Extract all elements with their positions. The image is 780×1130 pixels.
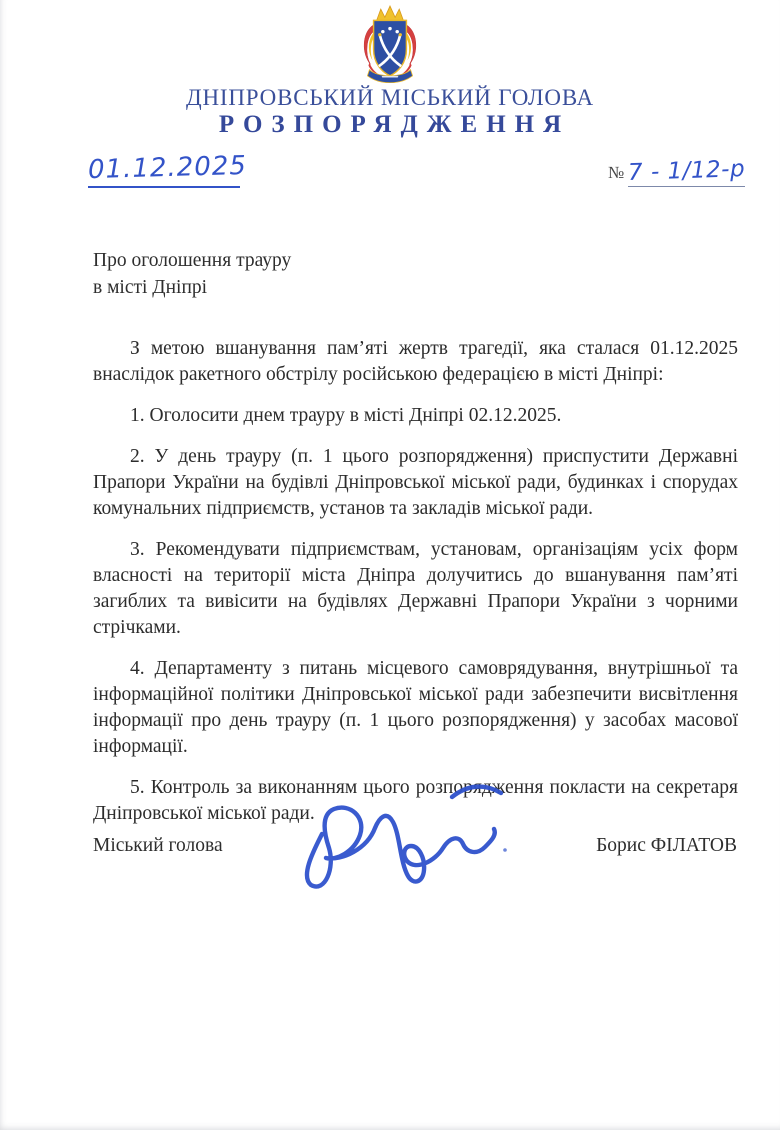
org-title: ДНІПРОВСЬКИЙ МІСЬКИЙ ГОЛОВА	[186, 85, 594, 110]
subject-block	[93, 247, 291, 301]
dnipro-coat-of-arms-icon	[357, 5, 423, 88]
paragraph-preamble: З метою вшанування пам’яті жертв трагедії, яка сталася 01.12.2025 внаслідок ракетного обстрілу російською федерацією в місті Дніпрі:	[93, 338, 738, 385]
subject-line-1: Про оголошення трауру	[93, 250, 292, 271]
paragraph-point-4: 4. Департаменту з питань місцевого самоврядування, внутрішньої та інформаційної політики Дніпровської міської ради забезпечити висвітлення інформації про день трауру (п. 1 цього розпорядження) у засобах масової інформації.	[93, 658, 738, 757]
handwritten-number: 7 - 1/12-р	[627, 155, 746, 187]
handwritten-date: 01.12.2025	[87, 150, 248, 186]
decree-body	[93, 336, 738, 842]
number-field	[608, 155, 746, 187]
number-sign-label: №	[608, 163, 625, 182]
paragraph-point-1: 1. Оголосити днем трауру в місті Дніпрі 02.12.2025.	[130, 405, 562, 426]
date-field	[87, 150, 248, 188]
paragraph-point-2: 2. У день трауру (п. 1 цього розпорядження) приспустити Державні Прапори України на будівлі Дніпровської міської ради, будинках і спорудах комунальних підприємств, установ та закладів міської ради.	[93, 446, 738, 519]
subject-line-2: в місті Дніпрі	[93, 277, 208, 298]
document-type-title: РОЗПОРЯДЖЕННЯ	[218, 111, 571, 138]
signer-position-title: Міський голова	[93, 835, 223, 856]
signer-name: Борис ФІЛАТОВ	[596, 835, 737, 856]
handwritten-signature	[276, 778, 516, 903]
paragraph-point-5: 5. Контроль за виконанням цього розпорядження покласти на секретаря Дніпровської міської ради.	[93, 777, 738, 824]
paragraph-point-3: 3. Рекомендувати підприємствам, установам, організаціям усіх форм власності на території міста Дніпра долучитись до вшанування пам’яті загиблих та вивісити на будівлях Державні Прапори України з чорними стрічками.	[93, 539, 738, 638]
